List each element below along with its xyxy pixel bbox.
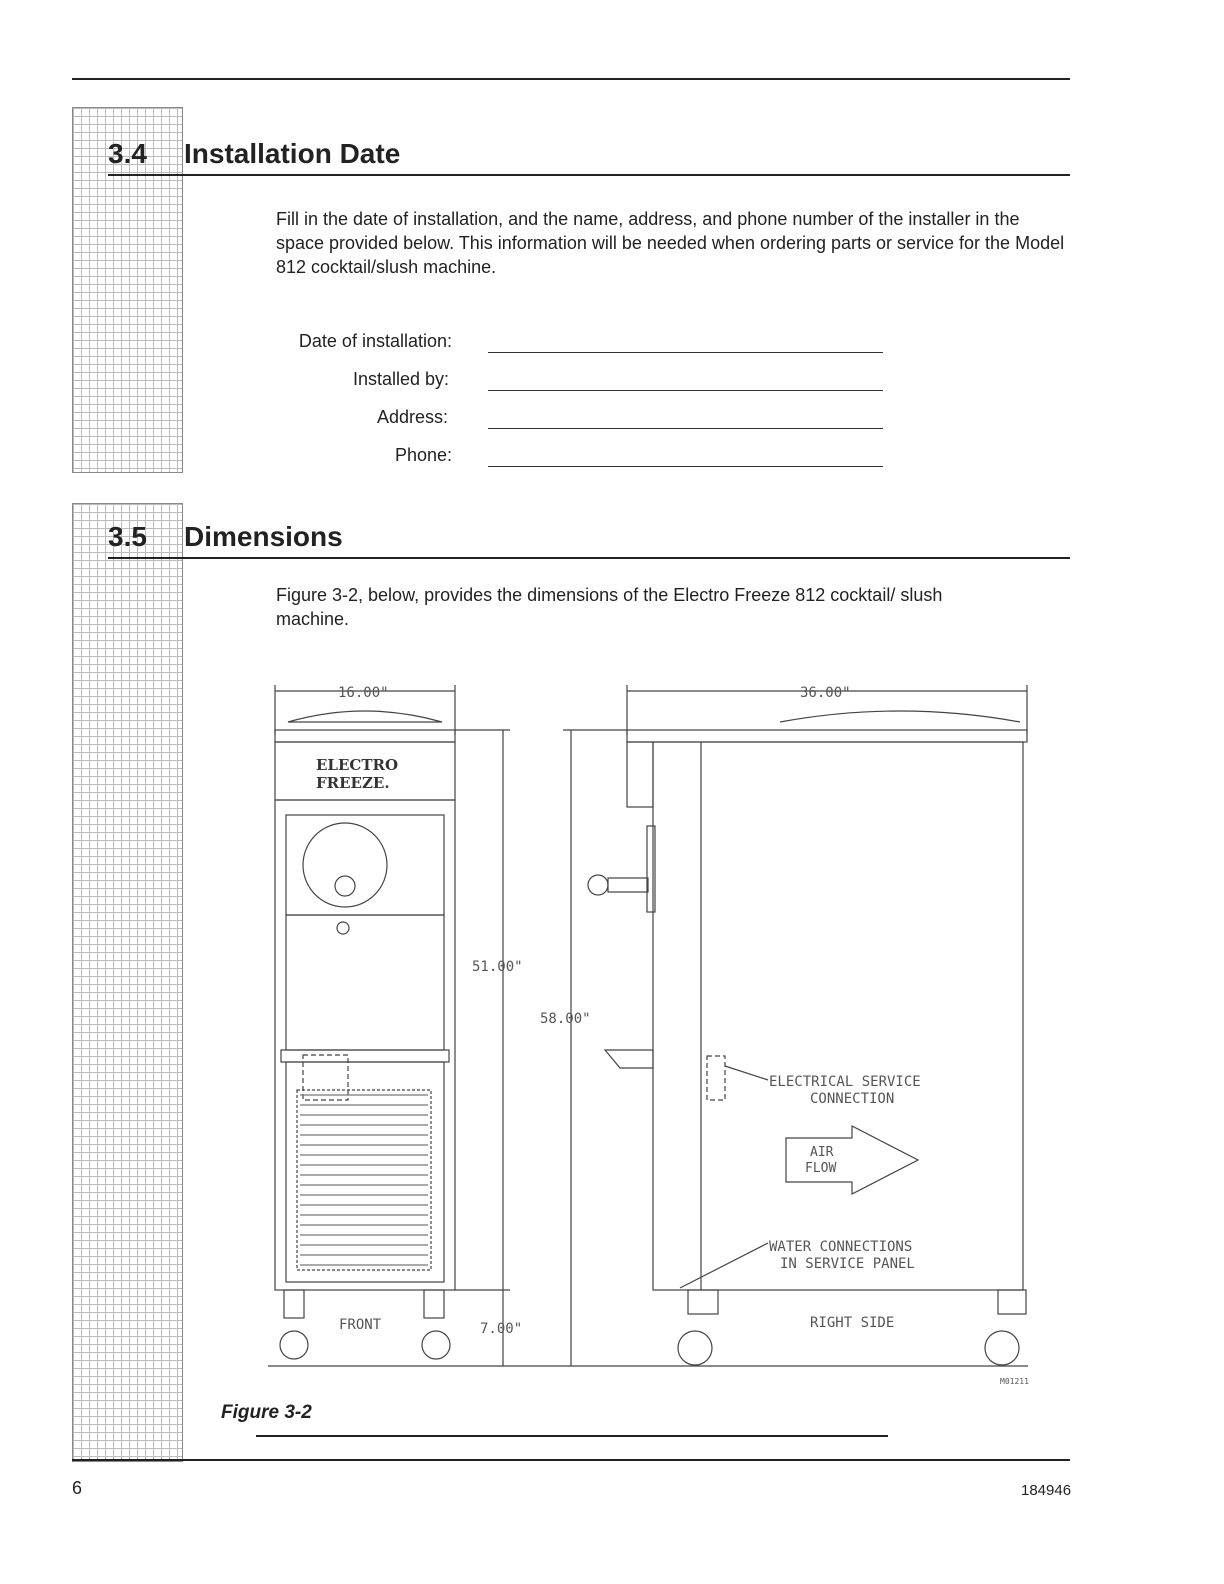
brand-logo: ELECTRO — [316, 756, 399, 774]
electrical-callout: ELECTRICAL SERVICE — [769, 1074, 921, 1090]
front-width-dimension: 16.00" — [338, 685, 389, 701]
bottom-rule — [72, 1459, 1070, 1461]
section-body: Fill in the date of installation, and the name, address, and phone number of the installer in the space provided below. This information will be needed when ordering parts or service for the Model 812 cocktail/slush machine. — [276, 209, 1065, 277]
right-side-label: RIGHT SIDE — [810, 1315, 895, 1331]
brand-logo: FREEZE. — [316, 774, 390, 792]
water-callout: WATER CONNECTIONS — [769, 1239, 913, 1255]
body-height-dimension: 51.00" — [472, 959, 523, 975]
water-callout: IN SERVICE PANEL — [780, 1256, 915, 1272]
field-label: Date of installation: — [298, 331, 452, 351]
section-number: 3.5 — [108, 521, 147, 552]
caption-rule — [256, 1435, 888, 1437]
side-width-dimension: 36.00" — [800, 685, 851, 701]
drawing-id: M01211 — [1000, 1377, 1029, 1386]
section-title: Dimensions — [184, 521, 343, 552]
leg-height-dimension: 7.00" — [480, 1321, 523, 1337]
document-number: 184946 — [1021, 1482, 1072, 1499]
field-label: Phone: — [394, 445, 452, 465]
section-body: Figure 3-2, below, provides the dimensions of the Electro Freeze 812 cocktail/ slush machine. — [276, 585, 943, 629]
field-label: Installed by: — [352, 369, 449, 389]
field-label: Address: — [376, 407, 448, 427]
airflow-label: AIR — [810, 1145, 834, 1160]
electrical-callout: CONNECTION — [810, 1091, 895, 1107]
section-title: Installation Date — [184, 138, 401, 169]
total-height-dimension: 58.00" — [540, 1011, 591, 1027]
front-grille — [300, 1095, 428, 1265]
section-number: 3.4 — [108, 138, 147, 169]
page-number: 6 — [72, 1478, 83, 1498]
front-label: FRONT — [339, 1317, 382, 1333]
airflow-label: FLOW — [805, 1161, 837, 1176]
figure-caption: Figure 3-2 — [221, 1402, 312, 1423]
